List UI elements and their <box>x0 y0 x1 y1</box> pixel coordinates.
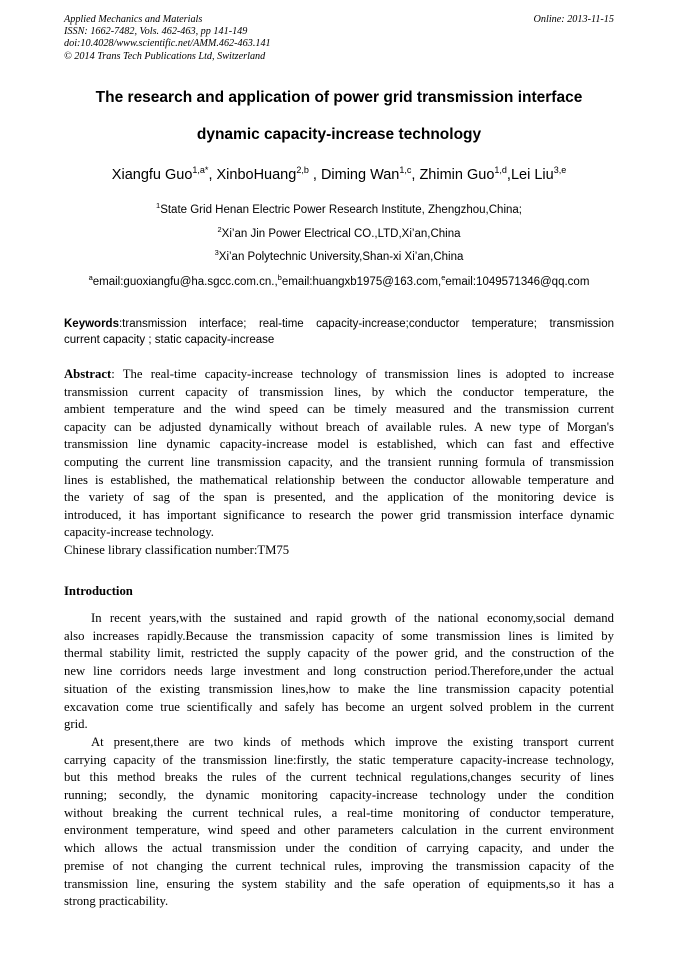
email-a: email:guoxiangfu@ha.sgcc.com.cn., <box>92 276 278 288</box>
issn-line: ISSN: 1662-7482, Vols. 462-463, pp 141-149 <box>64 26 248 38</box>
paragraph-line: which allows the actual transmission under the condition of carrying capacity, and under the <box>64 841 614 856</box>
paragraph-line: strong practicability. <box>64 894 169 909</box>
author-separator: , <box>308 167 321 183</box>
affiliation-mark: 1 <box>156 201 161 210</box>
paragraph-line: running; secondly, the dynamic monitoring capacity-increase technology under the condition <box>64 788 614 803</box>
copyright-line: © 2014 Trans Tech Publications Ltd, Switzerland <box>64 50 266 62</box>
email-mark: e <box>441 273 446 282</box>
abstract-line: transmission current capacity of transmission lines, by which the conductor temperature, the <box>64 384 614 399</box>
affiliation-text: State Grid Henan Electric Power Research Institute, Zhengzhou,China; <box>160 204 522 216</box>
abstract-section <box>64 366 614 560</box>
author-separator: , <box>411 167 420 183</box>
author-affiliation-mark: 3,e <box>553 165 567 175</box>
paragraph-line: situation of the existing transmission lines,how to make the line transmission capacity potential <box>64 681 614 696</box>
introduction-body <box>64 610 614 911</box>
affiliation-mark: 3 <box>214 248 219 257</box>
author-name: Zhimin Guo <box>419 167 495 183</box>
paper-title-line-2: dynamic capacity-increase technology <box>196 126 482 143</box>
paragraph-line: grid. <box>64 717 88 732</box>
affiliation-text: Xi’an Jin Power Electrical CO.,LTD,Xi’an,China <box>221 228 461 240</box>
journal-name: Applied Mechanics and Materials <box>64 14 203 25</box>
keywords-label: Keywords <box>64 318 119 330</box>
abstract-line: capacity can be adjusted dynamically without breach of available rules. A new type of Morgan's <box>64 419 614 434</box>
author-name: Diming Wan <box>320 167 400 183</box>
paragraph-line: At present,there are two kinds of methods which improve the existing transport current <box>91 734 614 749</box>
author-list <box>40 167 638 183</box>
author-separator: , <box>208 167 217 183</box>
keywords-line-2: current capacity ; static capacity-increase <box>64 334 275 346</box>
section-heading-introduction: Introduction <box>64 584 133 598</box>
email-line <box>40 273 638 288</box>
author-affiliation-mark: 1,a* <box>192 165 209 175</box>
abstract-line: transmission line dynamic capacity-increase model is established, which can fast and effective <box>64 437 614 452</box>
affiliation-mark: 2 <box>217 225 222 234</box>
affiliation-2 <box>40 225 638 240</box>
abstract-line: the variety of sag of the span is presented, and the application of the monitoring device is <box>64 490 614 505</box>
paragraph-line: environment temperature, wind speed and other parameters calculation in the current environment <box>64 823 614 838</box>
paragraph-line: also increases rapidly.Because the transmission capacity of some transmission lines is limited by <box>64 628 614 643</box>
paragraph-line: carrying capacity of the transmission line:firstly, the static temperature capacity-increase technology, <box>64 752 614 767</box>
paragraph-line: transmission line, ensuring the system stability and the safe operation of equipments,so it has a <box>64 876 614 891</box>
email-b: email:huangxb1975@163.com, <box>281 276 442 288</box>
paragraph-line: but this method breaks the rules of the current technical regulations,changes security of lines <box>64 770 614 785</box>
abstract-line: ambient temperature and the wind speed can be timely measured and the transmission current <box>64 402 614 417</box>
email-e: email:1049571346@qq.com <box>445 276 590 288</box>
journal-header <box>64 14 271 63</box>
keywords-section <box>64 316 614 348</box>
author-name: Xiangfu Guo <box>111 167 193 183</box>
online-date: Online: 2013-11-15 <box>533 14 614 25</box>
abstract-line: lines is established, the mathematical relationship between the conductor allowable temperature and <box>64 472 614 487</box>
abstract-line: introduced, it has important significance to research the power grid transmission interface dynamic <box>64 507 614 522</box>
abstract-text: : The real-time capacity-increase technology of transmission lines is adopted to increase <box>111 367 614 381</box>
abstract-line: capacity-increase technology. <box>64 525 214 540</box>
abstract-line: computing the current line transmission capacity, and the transient running formula of transmission <box>64 454 614 469</box>
affiliation-text: Xi’an Polytechnic University,Shan-xi Xi’an,China <box>218 251 464 263</box>
paragraph-line: excavation come true scientifically and safely has become an urgent solved problem in the current <box>64 699 614 714</box>
keywords-line-1 <box>64 316 614 332</box>
classification-number: Chinese library classification number:TM75 <box>64 542 290 557</box>
paragraph-line: thermal stability limit, restricted the supply capacity of the power grid, and the construction of the <box>64 646 614 661</box>
paragraph-line: without breaking the current technical rules, a real-time monitoring of conductor temperature, <box>64 805 614 820</box>
author-name: Lei Liu <box>510 167 554 183</box>
paragraph-line: premise of not changing the current technical rules, improving the transmission capacity of the <box>64 858 614 873</box>
author-affiliation-mark: 2,b <box>296 165 309 175</box>
paragraph-line: new line corridors needs large investment and long construction period.Therefore,under the actual <box>64 664 614 679</box>
author-affiliation-mark: 1,d <box>494 165 507 175</box>
author-affiliation-mark: 1,c <box>399 165 412 175</box>
author-name: XinboHuang <box>216 167 297 183</box>
email-mark: a <box>88 273 93 282</box>
paragraph-line: In recent years,with the sustained and rapid growth of the national economy,social demand <box>91 611 614 625</box>
email-mark: b <box>277 273 282 282</box>
affiliation-3 <box>40 248 638 263</box>
abstract-label: Abstract <box>64 367 112 381</box>
abstract-line <box>64 366 614 384</box>
author-separator: , <box>506 167 511 183</box>
paper-title-line-1: The research and application of power grid transmission interface <box>95 89 583 106</box>
affiliation-1 <box>40 201 638 216</box>
keywords-text: :transmission interface; real-time capacity-increase;conductor temperature; transmission <box>118 318 614 330</box>
doi-line: doi:10.4028/www.scientific.net/AMM.462-463.141 <box>64 38 271 50</box>
